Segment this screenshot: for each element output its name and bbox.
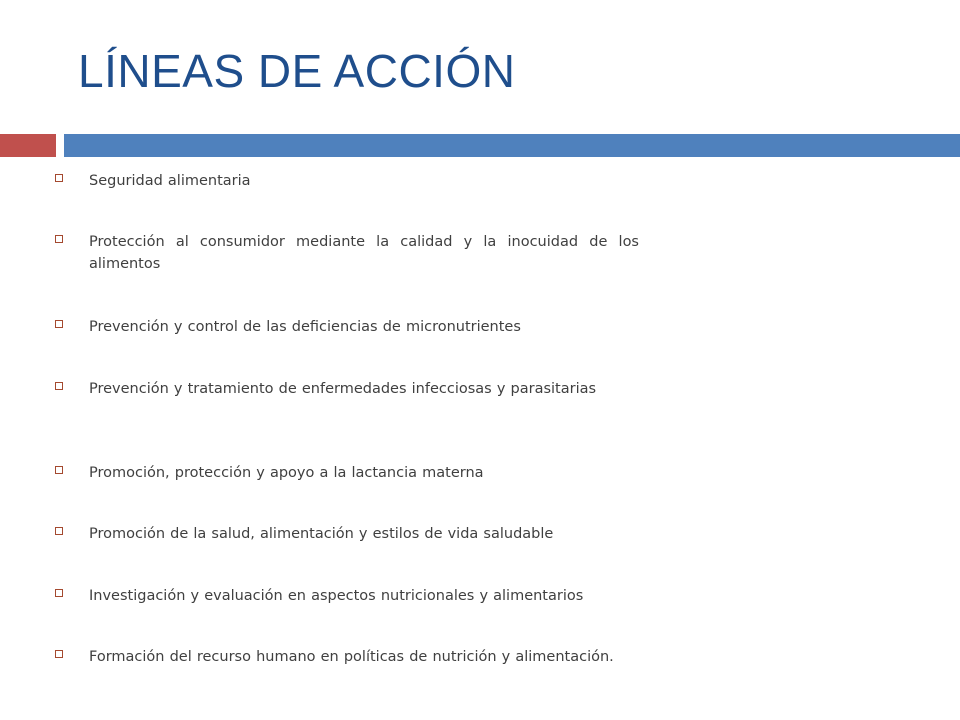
list-item (55, 462, 639, 484)
list-item-text: Seguridad alimentaria (89, 173, 251, 189)
square-bullet-icon (55, 174, 63, 182)
square-bullet-icon (55, 650, 63, 658)
list-item-text: Prevención y control de las deficiencias de micronutrientes (89, 319, 521, 335)
list-item (55, 646, 639, 668)
square-bullet-icon (55, 527, 63, 535)
list-item-text: Promoción de la salud, alimentación y estilos de vida saludable (89, 526, 554, 542)
list-item-text: Prevención y tratamiento de enfermedades infecciosas y parasitarias (89, 381, 597, 397)
list-item-text: Promoción, protección y apoyo a la lactancia materna (89, 465, 484, 481)
list-item-text: Protección al consumidor mediante la calidad y la inocuidad de los alimentos (89, 234, 639, 272)
list-item (55, 170, 639, 192)
square-bullet-icon (55, 235, 63, 243)
list-item (55, 523, 639, 545)
list-item-text: Investigación y evaluación en aspectos nutricionales y alimentarios (89, 588, 584, 604)
list-item (55, 316, 639, 338)
square-bullet-icon (55, 320, 63, 328)
square-bullet-icon (55, 589, 63, 597)
slide-title: LÍNEAS DE ACCIÓN (78, 45, 516, 97)
list-item (55, 585, 639, 607)
list-item-text: Formación del recurso humano en políticas de nutrición y alimentación. (89, 649, 614, 665)
square-bullet-icon (55, 382, 63, 390)
square-bullet-icon (55, 466, 63, 474)
list-item (55, 231, 639, 275)
list-item (55, 378, 639, 400)
